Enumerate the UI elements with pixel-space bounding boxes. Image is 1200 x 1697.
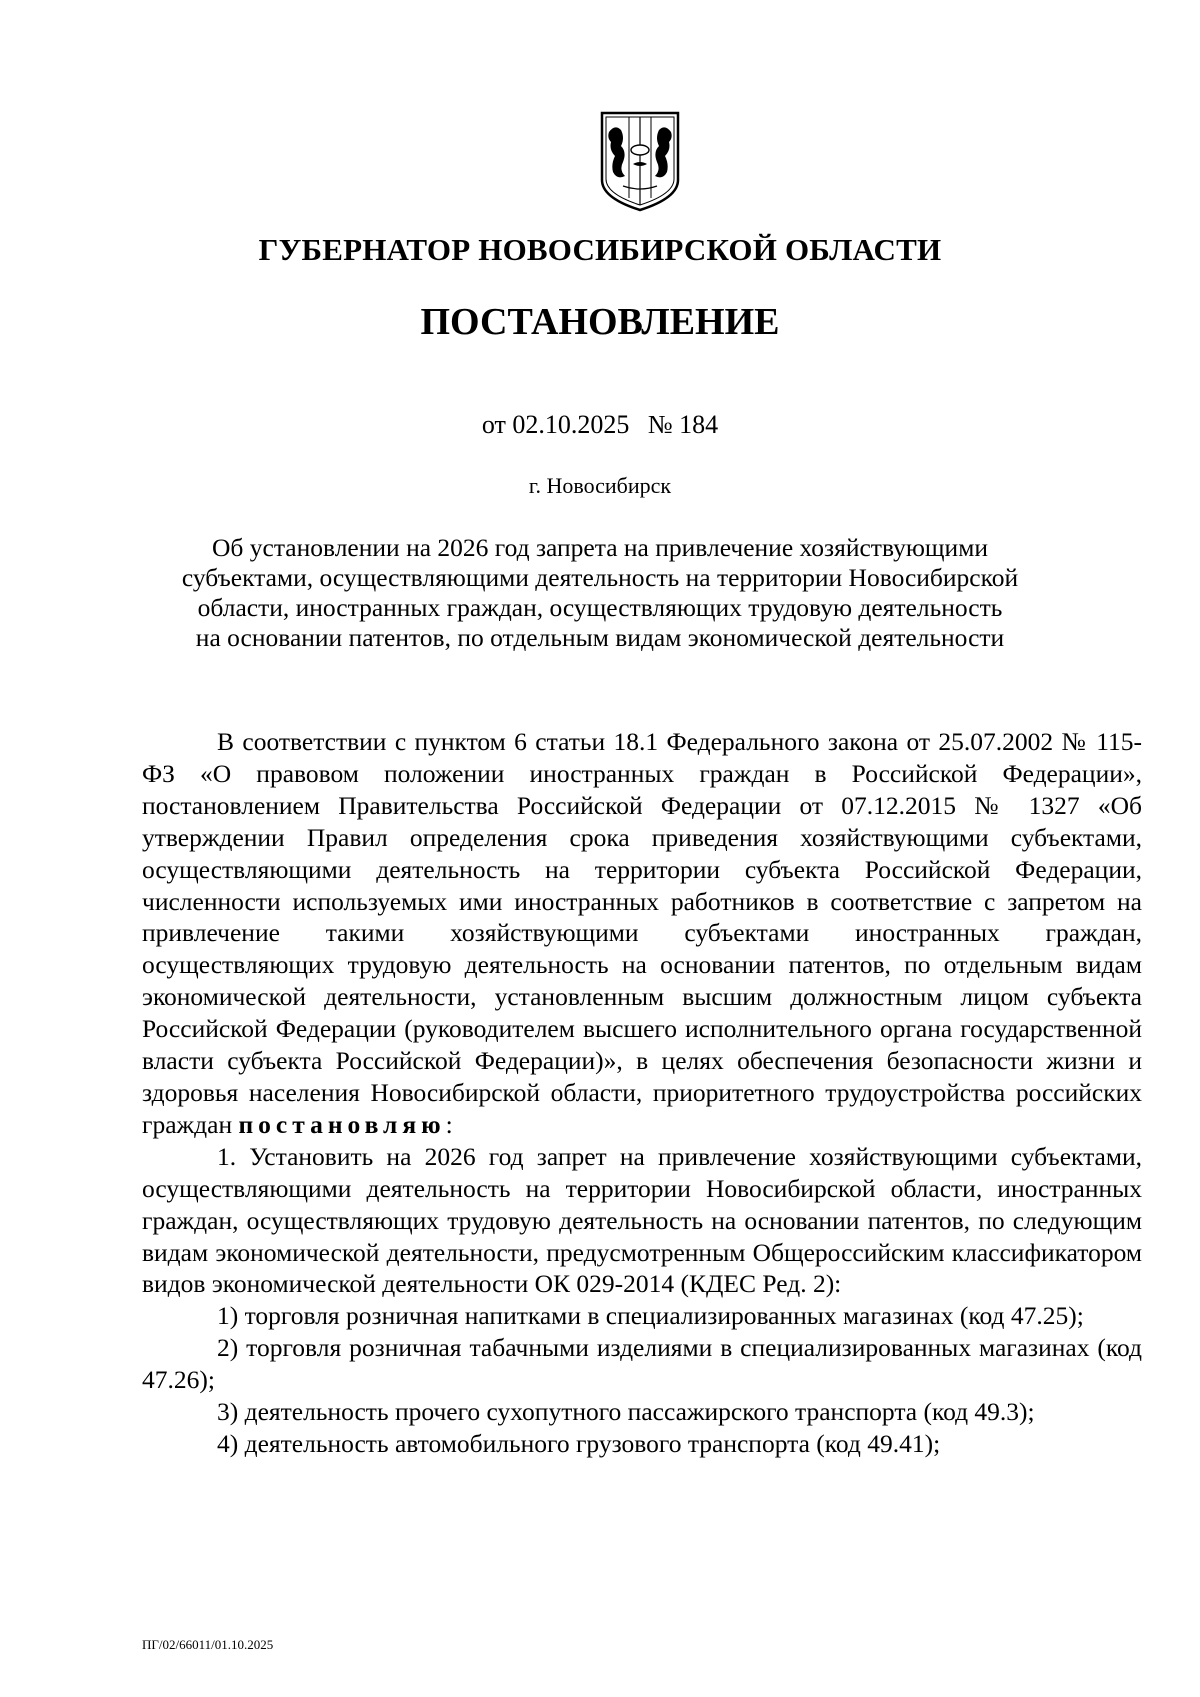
preamble-paragraph bbox=[142, 726, 1142, 1141]
date-prefix: от bbox=[481, 410, 506, 439]
document-city: г. Новосибирск bbox=[528, 473, 672, 498]
document-number: 184 bbox=[679, 410, 719, 439]
number-sign: № bbox=[647, 410, 673, 439]
title-line: на основании патентов, по отдельным видам экономической деятельности bbox=[195, 623, 1005, 652]
document-date: 02.10.2025 bbox=[512, 410, 630, 439]
title-line: субъектами, осуществляющими деятельность на территории Новосибирской bbox=[181, 563, 1019, 592]
decree-word: постановляю bbox=[238, 1109, 446, 1139]
list-item: 1) торговля розничная напитками в специализированных магазинах (код 47.25); bbox=[217, 1301, 1084, 1331]
list-item: 3) деятельность прочего сухопутного пассажирского транспорта (код 49.3); bbox=[217, 1397, 1035, 1427]
clause-1: 1. Установить на 2026 год запрет на привлечение хозяйствующими субъектами, осуществляющими деятельность на территории Новосибирской области, иностранных граждан, осуществляющих трудовую деятельность на основании патентов, по следующим видам экономической деятельности, предусмотренным Общероссийским классификатором видов экономической деятельности ОК 029-2014 (КДЕС Ред. 2): bbox=[142, 1141, 1142, 1299]
novosibirsk-coat-of-arms-icon bbox=[599, 110, 681, 212]
document-date-number bbox=[0, 410, 1200, 440]
list-item: 4) деятельность автомобильного грузового транспорта (код 49.41); bbox=[217, 1428, 941, 1458]
document-title bbox=[140, 533, 1060, 653]
document-body bbox=[142, 726, 1142, 1460]
decree-colon: : bbox=[445, 1109, 453, 1139]
title-line: области, иностранных граждан, осуществляющих трудовую деятельность bbox=[197, 593, 1003, 622]
title-line: Об установлении на 2026 год запрета на привлечение хозяйствующими bbox=[212, 533, 988, 562]
preamble-text: В соответствии с пунктом 6 статьи 18.1 Федерального закона от 25.07.2002 № 115-ФЗ «О правовом положении иностранных граждан в Российской Федерации», постановлением Правительства Российской Федерации от 07.12.2015 № 1327 «Об утверждении Правил определения срока приведения хозяйствующими субъектами, осуществляющими деятельность на территории субъекта Российской Федерации, численности используемых ими иностранных работников в соответствие с запретом на привлечение такими хозяйствующими субъектами иностранных граждан, осуществляющих трудовую деятельность на основании патентов, по отдельным видам экономической деятельности, установленным высшим должностным лицом субъекта Российской Федерации (руководителем высшего исполнительного органа государственной власти субъекта Российской Федерации)», в целях обеспечения безопасности жизни и здоровья населения Новосибирской области, приоритетного трудоустройства российских граждан bbox=[142, 727, 1142, 1139]
document-type: ПОСТАНОВЛЕНИЕ bbox=[420, 301, 780, 343]
footer-registration-code: ПГ/02/66011/01.10.2025 bbox=[142, 1637, 274, 1652]
issuing-authority: ГУБЕРНАТОР НОВОСИБИРСКОЙ ОБЛАСТИ bbox=[258, 232, 942, 267]
list-item: 2) торговля розничная табачными изделиями в специализированных магазинах (код 47.26); bbox=[142, 1333, 1142, 1395]
